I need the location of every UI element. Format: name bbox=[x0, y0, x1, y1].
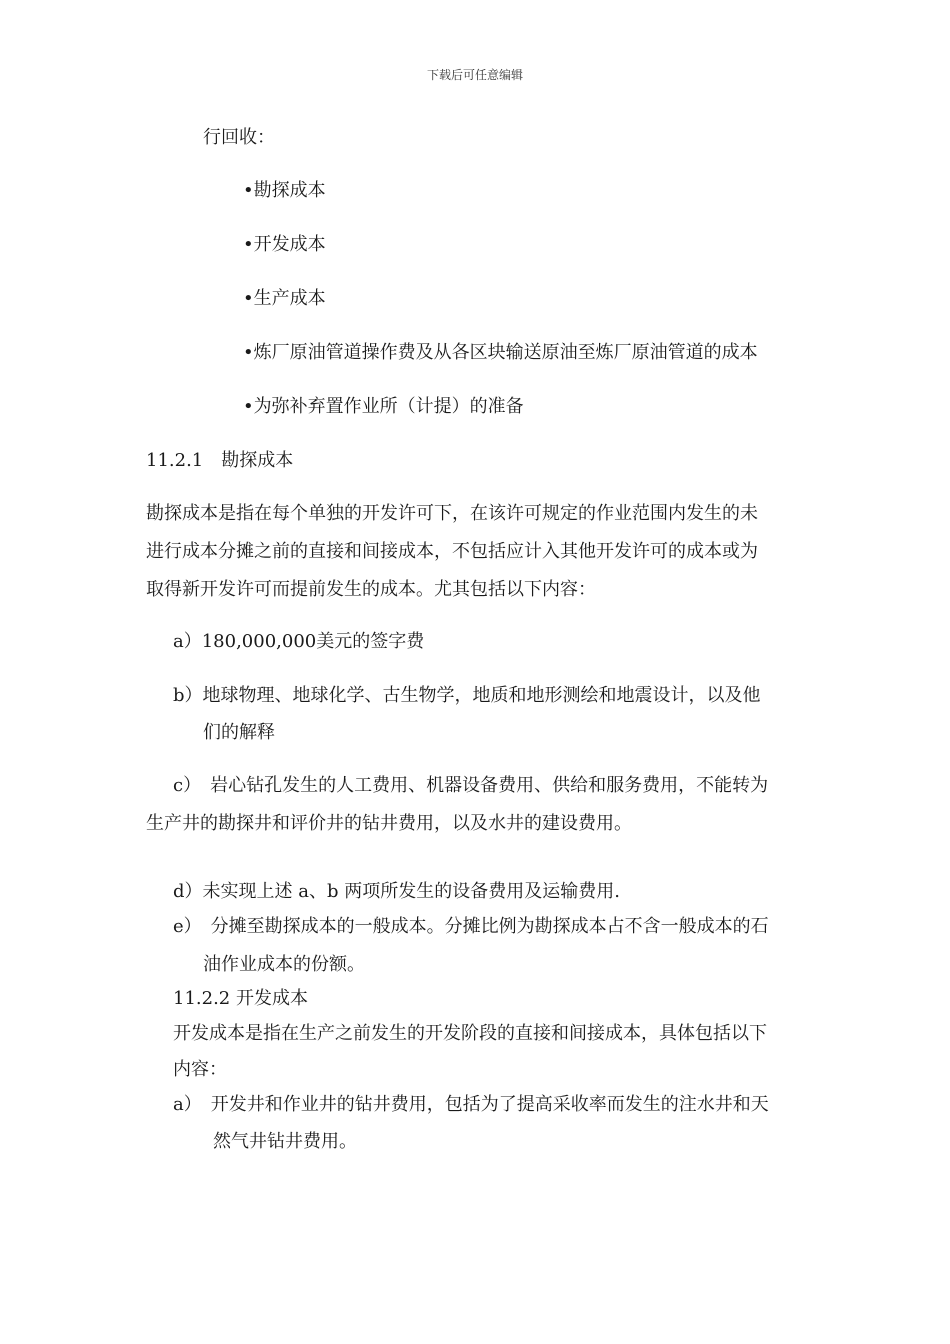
list-item-b-continued: 们的解释 bbox=[203, 722, 275, 743]
bullet-item: •为弥补弃置作业所（计提）的准备 bbox=[243, 396, 524, 417]
list-item-a: a）180,000,000美元的签字费 bbox=[173, 631, 425, 652]
list-item-c-continued: 生产井的勘探井和评价井的钻井费用，以及水井的建设费用。 bbox=[146, 813, 632, 834]
list-item-e-continued: 油作业成本的份额。 bbox=[203, 954, 365, 975]
paragraph-line: 进行成本分摊之前的直接和间接成本，不包括应计入其他开发许可的成本或为 bbox=[146, 541, 758, 562]
section-heading-11-2-1: 11.2.1 勘探成本 bbox=[146, 450, 294, 471]
paragraph-line: 内容： bbox=[173, 1059, 227, 1080]
bullet-item: •勘探成本 bbox=[243, 180, 326, 201]
paragraph-line: 勘探成本是指在每个单独的开发许可下，在该许可规定的作业范围内发生的未 bbox=[146, 503, 758, 524]
bullet-item: •炼厂原油管道操作费及从各区块输送原油至炼厂原油管道的成本 bbox=[243, 342, 758, 363]
bullet-item: •生产成本 bbox=[243, 288, 326, 309]
list-item-e: e） 分摊至勘探成本的一般成本。分摊比例为勘探成本占不含一般成本的石 bbox=[173, 916, 769, 937]
section-heading-11-2-2: 11.2.2 开发成本 bbox=[173, 988, 308, 1009]
list-item-a-continued: 然气井钻井费用。 bbox=[213, 1131, 357, 1152]
intro-text: 行回收： bbox=[203, 127, 275, 148]
list-item-b: b）地球物理、地球化学、古生物学，地质和地形测绘和地震设计，以及他 bbox=[173, 685, 761, 706]
paragraph-line: 取得新开发许可而提前发生的成本。尤其包括以下内容： bbox=[146, 579, 596, 600]
bullet-item: •开发成本 bbox=[243, 234, 326, 255]
list-item-a: a） 开发井和作业井的钻井费用，包括为了提高采收率而发生的注水井和天 bbox=[173, 1094, 769, 1115]
list-item-c: c） 岩心钻孔发生的人工费用、机器设备费用、供给和服务费用，不能转为 bbox=[173, 775, 769, 796]
page-header: 下载后可任意编辑 bbox=[426, 68, 523, 82]
list-item-d: d）未实现上述 a、b 两项所发生的设备费用及运输费用. bbox=[173, 881, 620, 902]
paragraph-line: 开发成本是指在生产之前发生的开发阶段的直接和间接成本，具体包括以下 bbox=[173, 1023, 767, 1044]
